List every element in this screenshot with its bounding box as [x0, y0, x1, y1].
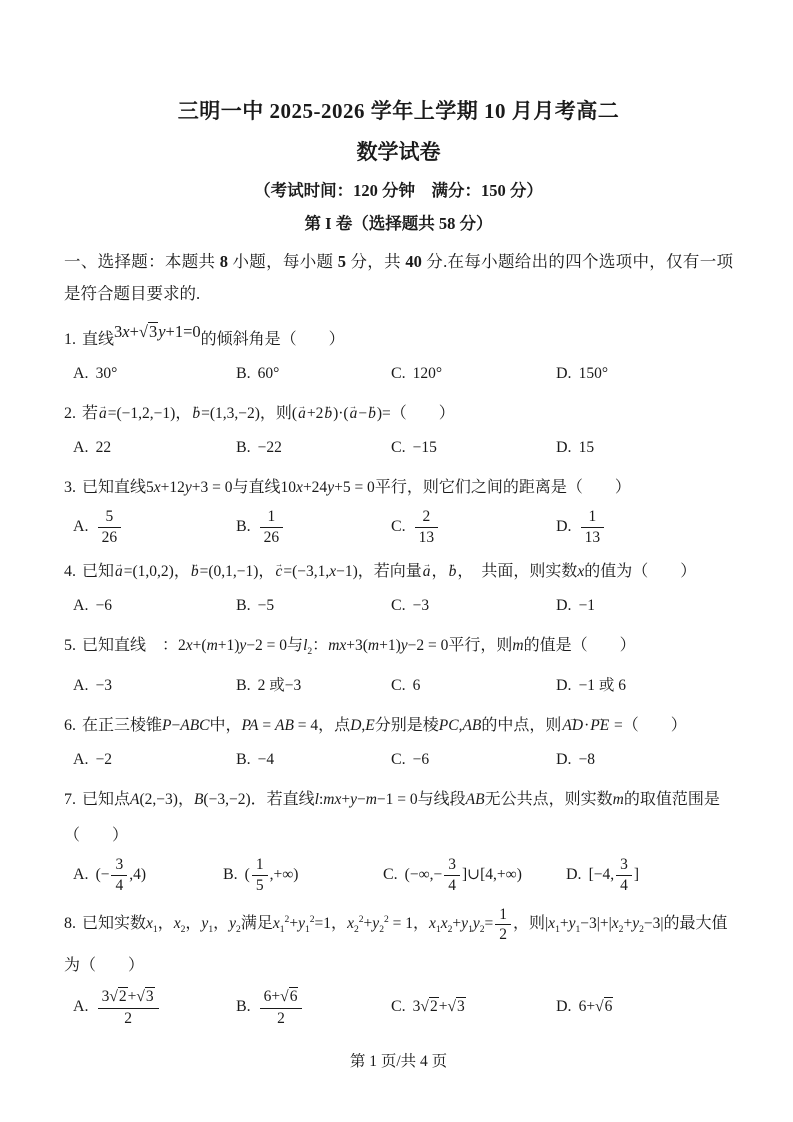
option-label: C. — [383, 865, 398, 883]
option-a — [73, 507, 236, 547]
option-label: A. — [73, 751, 89, 769]
stem-text: 的中点，则 — [481, 717, 562, 735]
question-stem — [64, 470, 733, 506]
option-label: C. — [391, 517, 406, 535]
question-number: 3. — [64, 479, 76, 496]
option-d — [566, 855, 733, 895]
stem-math: l:mx+y−m−1 = 0 — [314, 791, 418, 809]
question-options — [64, 507, 733, 547]
volume-title: 第 I 卷（选择题共 58 分） — [304, 214, 493, 233]
option-b — [223, 855, 383, 895]
option-a — [73, 745, 236, 775]
stem-text: 的值是（ ） — [523, 637, 636, 654]
stem-math: m — [612, 791, 624, 809]
option-c — [391, 507, 556, 547]
stem-math: A(2,−3) — [130, 791, 178, 809]
option-label: A. — [73, 365, 89, 382]
option-label: C. — [391, 998, 406, 1015]
option-d — [556, 671, 733, 701]
stem-math: $y_1$ — [201, 915, 214, 936]
option-value: $\frac{2}{13}$ — [413, 518, 441, 535]
option-b — [236, 433, 391, 463]
question-options — [64, 433, 733, 463]
stem-text: 与线段 — [417, 791, 466, 809]
stem-math: 10x+24y+5 = 0 — [280, 479, 375, 496]
stem-math: 3x+ √ 3y+1=0 — [114, 314, 201, 350]
stem-math: $x_1^2+y_1^2=1$ — [272, 914, 332, 936]
question-number: 4. — [64, 563, 76, 580]
stem-math: $y_2$ — [229, 915, 241, 936]
option-label: B. — [236, 365, 251, 382]
option-value: −4 — [257, 751, 275, 769]
question — [64, 470, 733, 547]
option-value: 60° — [257, 365, 280, 382]
stem-text: 与直线 — [232, 479, 281, 496]
stem-math: → b — [448, 563, 458, 580]
stem-text: 已知直线 — [82, 479, 147, 496]
stem-text: ， — [331, 915, 348, 933]
stem-text: 在正三棱锥 — [82, 717, 163, 735]
stem-text: 的最大值为（ ） — [64, 915, 728, 975]
stem-math: (→ a+2→ b)·(→ a−→ b)= — [292, 405, 391, 422]
option-c — [391, 359, 556, 389]
stem-math: → b=(1,3,−2) — [191, 405, 260, 422]
option-d — [556, 591, 733, 621]
stem-text: ， — [157, 915, 174, 933]
stem-text: ， — [177, 791, 194, 809]
option-value: 30° — [95, 365, 118, 382]
option-label: C. — [391, 439, 406, 456]
exam-info: （考试时间：120 分钟 满分：150 分） — [254, 181, 543, 200]
stem-math: → AD·→ PE = — [561, 717, 622, 734]
option-b — [236, 507, 391, 547]
option-value: −22 — [257, 439, 282, 456]
stem-text: 的倾斜角是（ ） — [200, 331, 345, 348]
question — [64, 628, 733, 701]
option-b — [236, 985, 391, 1028]
stem-math: → a=(1,0,2) — [114, 563, 174, 580]
question-stem — [64, 314, 733, 358]
option-label: A. — [73, 997, 89, 1015]
stem-text: 分别是棱 — [374, 717, 439, 735]
questions — [64, 314, 733, 1029]
stem-text: 已知直线 ： — [82, 637, 179, 654]
stem-math: → b=(0,1,−1) — [190, 563, 259, 580]
question-options — [64, 591, 733, 621]
page-number: 第 1 页/共 4 页 — [349, 1052, 448, 1070]
option-label: D. — [556, 998, 572, 1015]
stem-text: ， — [413, 915, 430, 933]
option-value: −1 或 6 — [578, 677, 627, 695]
question-stem — [64, 554, 733, 590]
option-value: −2 — [95, 751, 113, 769]
option-value: 6 — [412, 677, 421, 695]
option-value: [−4, $\frac{3}{4}$ ] — [588, 856, 640, 894]
question-number: 7. — [64, 791, 76, 809]
option-label: D. — [556, 365, 572, 382]
stem-text: 与 — [287, 637, 304, 654]
question — [64, 708, 733, 775]
option-label: A. — [73, 597, 89, 614]
stem-text: ， 共面，则实数 — [457, 563, 578, 580]
option-value: −8 — [578, 751, 596, 769]
option-c — [391, 745, 556, 775]
stem-text: 的取值范围是（ ） — [64, 791, 720, 845]
option-b — [236, 359, 391, 389]
question-stem — [64, 782, 733, 854]
page-title: 三明一中 2025-2026 学年上学期 10 月月考高二 — [177, 99, 620, 123]
option-value: 22 — [95, 439, 112, 456]
stem-text: ，则 — [259, 405, 292, 422]
option-value: (− $\frac{3}{4}$ ,4) — [95, 856, 147, 894]
question-options — [64, 985, 733, 1028]
option-c — [391, 992, 556, 1022]
option-b — [236, 745, 391, 775]
stem-math: AB — [465, 791, 485, 809]
option-value: $\frac{5}{26}$ — [96, 518, 124, 535]
option-value: −1 — [578, 597, 596, 614]
question-stem — [64, 902, 733, 984]
stem-math: D,E — [350, 717, 375, 735]
stem-math: → a — [422, 563, 432, 580]
option-d — [556, 745, 733, 775]
option-label: C. — [391, 365, 406, 382]
option-value: −3 — [412, 597, 430, 614]
stem-text: ，则 — [513, 915, 546, 933]
option-value: $\frac{6+ √ 6}{2}$ — [258, 998, 305, 1015]
question — [64, 396, 733, 463]
option-c — [391, 433, 556, 463]
option-value: $\frac{1}{13}$ — [579, 518, 607, 535]
stem-math: $x_2$ — [173, 915, 186, 936]
option-value: (−∞,− $\frac{3}{4}$ ]∪[4,+∞) — [404, 856, 522, 894]
option-label: B. — [236, 751, 251, 769]
option-a — [73, 359, 236, 389]
stem-math: → a=(−1,2,−1) — [98, 405, 175, 422]
stem-math: PC,AB — [438, 717, 482, 735]
option-value: −5 — [257, 597, 275, 614]
option-value: 150° — [578, 365, 609, 382]
stem-text: ， — [213, 915, 230, 933]
option-label: D. — [556, 439, 572, 456]
question — [64, 782, 733, 895]
stem-text: ， — [431, 563, 448, 580]
option-c — [383, 855, 566, 895]
question-number: 1. — [64, 331, 76, 348]
option-label: A. — [73, 677, 89, 695]
option-a — [73, 671, 236, 701]
option-d — [556, 992, 733, 1022]
option-value: $\frac{3 √ 2+ √ 3}{2}$ — [96, 998, 161, 1015]
option-label: A. — [73, 439, 89, 456]
option-value: 6+ √ 6 — [579, 998, 614, 1015]
option-value: −6 — [95, 597, 113, 614]
option-c — [391, 591, 556, 621]
option-d — [556, 507, 733, 547]
stem-math: P−ABC — [162, 717, 210, 735]
option-label: A. — [73, 865, 89, 883]
option-value: 120° — [412, 365, 443, 382]
option-label: B. — [236, 677, 251, 695]
stem-text: 若 — [82, 405, 99, 422]
question-number: 5. — [64, 637, 76, 654]
option-label: D. — [556, 751, 572, 769]
option-label: B. — [236, 997, 251, 1015]
stem-text: 已知实数 — [82, 915, 147, 933]
stem-math: → c=(−3,1,x−1) — [274, 563, 357, 580]
stem-text: 无公共点，则实数 — [484, 791, 613, 809]
stem-math: $l_2$ — [303, 637, 313, 658]
stem-math: x — [577, 563, 585, 580]
option-label: B. — [236, 439, 251, 456]
paper-subtitle: 数学试卷 — [356, 140, 441, 164]
option-label: D. — [566, 865, 582, 883]
option-label: B. — [223, 865, 238, 883]
option-a — [73, 433, 236, 463]
stem-text: ，点 — [318, 717, 351, 735]
stem-math: mx+3(m+1)y−2 = 0 — [328, 637, 449, 654]
stem-math: m — [512, 637, 524, 654]
option-d — [556, 433, 733, 463]
question-options — [64, 359, 733, 389]
option-label: D. — [556, 597, 572, 614]
option-value: −15 — [412, 439, 437, 456]
option-label: B. — [236, 597, 251, 614]
option-label: C. — [391, 751, 406, 769]
option-label: D. — [556, 517, 572, 535]
stem-math: $x_2^2+y_2^2 = 1$ — [347, 914, 414, 936]
question-stem — [64, 396, 733, 432]
option-value: ( $\frac{1}{5}$ ,+∞) — [244, 856, 299, 894]
option-label: A. — [73, 517, 89, 535]
question-number: 2. — [64, 405, 76, 422]
question — [64, 902, 733, 1029]
stem-text: 的值为（ ） — [584, 563, 697, 580]
question-options — [64, 671, 733, 701]
option-c — [391, 671, 556, 701]
option-a — [73, 985, 236, 1028]
question-options — [64, 745, 733, 775]
stem-math: 2x+(m+1)y−2 = 0 — [178, 637, 288, 654]
option-a — [73, 855, 223, 895]
option-value: 15 — [578, 439, 595, 456]
option-b — [236, 671, 391, 701]
option-d — [556, 359, 733, 389]
option-label: C. — [391, 597, 406, 614]
stem-text: 已知点 — [82, 791, 131, 809]
option-value: −6 — [412, 751, 430, 769]
stem-text: 中， — [209, 717, 242, 735]
question-options — [64, 855, 733, 895]
option-label: B. — [236, 517, 251, 535]
stem-text: ， — [185, 915, 202, 933]
option-a — [73, 591, 236, 621]
stem-math: $x_1$ — [146, 915, 158, 936]
option-label: C. — [391, 677, 406, 695]
stem-math: 5x+12y+3 = 0 — [146, 479, 233, 496]
question-number: 6. — [64, 717, 76, 735]
question — [64, 314, 733, 389]
option-value: $\frac{1}{26}$ — [258, 518, 286, 535]
question-number: 8. — [64, 915, 76, 933]
stem-text: （ ） — [622, 717, 687, 735]
option-label: D. — [556, 677, 572, 695]
stem-text: 直线 — [82, 331, 115, 348]
stem-text: （ ） — [390, 405, 455, 422]
stem-text: ．若直线 — [250, 791, 315, 809]
question — [64, 554, 733, 621]
option-b — [236, 591, 391, 621]
question-stem — [64, 628, 733, 670]
stem-text: 平行，则它们之间的距离是（ ） — [374, 479, 631, 496]
stem-text: 已知 — [82, 563, 115, 580]
stem-math: $x_1x_2+y_1y_2=$ $\frac{1}{2}$ — [429, 915, 513, 932]
question-stem — [64, 708, 733, 744]
stem-text: ， — [173, 563, 190, 580]
stem-text: 平行，则 — [448, 637, 513, 654]
stem-text: ， — [175, 405, 192, 422]
stem-text: ，若向量 — [357, 563, 422, 580]
section-intro: 一、选择题：本题共 8 小题，每小题 5 分，共 40 分.在每小题给出的四个选项中，仅有一项是符合题目要求的. — [64, 252, 733, 303]
stem-text: 满足 — [240, 915, 273, 933]
option-value: 3 √ 2+ √ 3 — [413, 998, 466, 1015]
stem-math: B(−3,−2) — [193, 791, 251, 809]
option-value: 2 或−3 — [257, 677, 302, 695]
stem-math: PA = AB = 4 — [241, 717, 319, 735]
stem-math: $|x_1+y_1-3|+|x_2+y_2-3|$ — [545, 915, 664, 936]
stem-text: ： — [312, 637, 329, 654]
stem-text: ， — [258, 563, 275, 580]
option-value: −3 — [95, 677, 113, 695]
